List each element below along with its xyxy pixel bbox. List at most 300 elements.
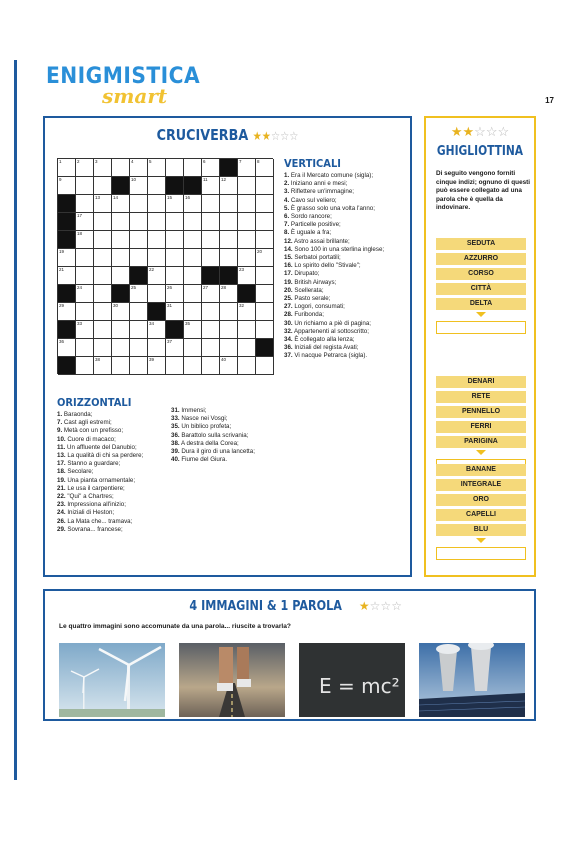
grid-cell[interactable] xyxy=(238,213,256,231)
grid-cell[interactable] xyxy=(130,177,148,195)
clue-item xyxy=(284,221,409,229)
grid-cell-black xyxy=(58,231,76,249)
grid-cell[interactable] xyxy=(148,285,166,303)
clue-text: Sovrana... francese; xyxy=(65,525,123,533)
grid-cell-black xyxy=(202,267,220,285)
clue-number: 8. xyxy=(284,229,290,237)
clue-number: 35. xyxy=(171,423,180,431)
grid-cell[interactable] xyxy=(76,285,94,303)
clue-item xyxy=(57,518,169,526)
grid-cell[interactable] xyxy=(148,339,166,357)
grid-cell[interactable] xyxy=(202,303,220,321)
clue-text: Lo spirito dello "Stivale"; xyxy=(292,262,361,270)
arrow-down-icon xyxy=(476,538,486,543)
grid-cell-number: 3 xyxy=(95,159,98,164)
grid-cell-black xyxy=(166,321,184,339)
grid-cell-number: 39 xyxy=(149,357,155,362)
clue-item xyxy=(284,320,409,328)
clue-item xyxy=(284,172,409,180)
grid-cell[interactable] xyxy=(166,195,184,213)
grid-cell-number: 19 xyxy=(59,249,65,254)
grid-cell[interactable] xyxy=(202,231,220,249)
star-empty-icon: ☆☆☆ xyxy=(474,124,510,139)
grid-cell[interactable] xyxy=(58,177,76,195)
grid-cell[interactable] xyxy=(220,231,238,249)
clue-text: Logori, consumati; xyxy=(292,303,345,311)
grid-cell[interactable] xyxy=(220,285,238,303)
grid-cell[interactable] xyxy=(94,267,112,285)
grid-cell-number: 18 xyxy=(77,231,83,236)
grid-cell[interactable] xyxy=(94,249,112,267)
grid-cell-black xyxy=(58,195,76,213)
star-filled-icon: ★★ xyxy=(252,129,271,143)
clue-number: 19. xyxy=(57,476,66,484)
clue-number: 18. xyxy=(57,468,66,476)
grid-cell[interactable] xyxy=(130,303,148,321)
clue-word: CITTÀ xyxy=(436,283,526,295)
grid-cell-black xyxy=(220,159,238,177)
grid-cell[interactable] xyxy=(112,195,130,213)
clue-text: Dura il giro di una lancetta; xyxy=(179,448,255,456)
grid-cell-number: 40 xyxy=(221,357,227,362)
four-images-title-text: 4 IMMAGINI & 1 PAROLA xyxy=(189,599,342,614)
grid-cell[interactable] xyxy=(184,231,202,249)
grid-cell[interactable] xyxy=(166,213,184,231)
grid-cell[interactable] xyxy=(94,303,112,321)
grid-cell-number: 35 xyxy=(185,321,191,326)
grid-cell[interactable] xyxy=(58,249,76,267)
grid-cell[interactable] xyxy=(76,339,94,357)
grid-cell[interactable] xyxy=(76,195,94,213)
clue-text: È grasso solo una volta l'anno; xyxy=(289,204,375,212)
grid-cell-number: 20 xyxy=(257,249,263,254)
clue-number: 25. xyxy=(284,295,293,303)
grid-cell[interactable] xyxy=(256,177,274,195)
grid-cell[interactable] xyxy=(94,357,112,375)
grid-cell-number: 1 xyxy=(59,159,62,164)
grid-cell[interactable] xyxy=(220,249,238,267)
clue-text: "Qui" a Chartres; xyxy=(65,493,114,501)
grid-cell[interactable] xyxy=(94,177,112,195)
grid-cell-black xyxy=(220,267,238,285)
clue-text: Scellerata; xyxy=(292,286,324,294)
grid-cell[interactable] xyxy=(184,195,202,213)
clue-text: Iniziali di Heston; xyxy=(65,509,115,517)
grid-cell[interactable] xyxy=(166,285,184,303)
grid-cell[interactable] xyxy=(202,213,220,231)
grid-cell[interactable] xyxy=(184,357,202,375)
grid-cell-black xyxy=(256,339,274,357)
clue-item xyxy=(57,526,169,534)
grid-cell[interactable] xyxy=(58,303,76,321)
grid-cell[interactable] xyxy=(76,213,94,231)
grid-cell[interactable] xyxy=(76,357,94,375)
grid-cell[interactable] xyxy=(94,213,112,231)
grid-cell[interactable] xyxy=(238,339,256,357)
clue-item xyxy=(57,419,169,427)
clue-number: 20. xyxy=(284,286,293,294)
clue-number: 39. xyxy=(171,448,180,456)
grid-cell[interactable] xyxy=(238,357,256,375)
grid-cell[interactable] xyxy=(130,159,148,177)
clue-number: 32. xyxy=(284,327,293,335)
grid-cell[interactable] xyxy=(58,339,76,357)
grid-cell-number: 9 xyxy=(59,177,62,182)
grid-cell[interactable] xyxy=(202,285,220,303)
clues-verticali xyxy=(284,157,409,361)
clue-text: Iniziano anni e mesi; xyxy=(289,180,348,188)
grid-cell-number: 6 xyxy=(203,159,206,164)
grid-cell[interactable] xyxy=(202,159,220,177)
clue-text: La qualità di chi sa perdere; xyxy=(65,452,144,460)
grid-cell[interactable] xyxy=(256,267,274,285)
grid-cell[interactable] xyxy=(94,159,112,177)
grid-cell[interactable] xyxy=(76,303,94,321)
clue-text: Un biblico profeta; xyxy=(179,423,232,431)
clue-text: Una pianta ornamentale; xyxy=(65,476,136,484)
grid-cell-number: 14 xyxy=(113,195,119,200)
clue-word: BLU xyxy=(436,524,526,536)
clue-number: 7. xyxy=(284,221,290,229)
grid-cell[interactable] xyxy=(220,321,238,339)
grid-cell[interactable] xyxy=(166,339,184,357)
clue-text: British Airways; xyxy=(292,278,337,286)
grid-cell[interactable] xyxy=(184,303,202,321)
grid-cell[interactable] xyxy=(256,357,274,375)
orizzontali-list-2 xyxy=(171,407,283,464)
grid-cell[interactable] xyxy=(238,267,256,285)
clue-number: 26. xyxy=(57,517,66,525)
grid-cell[interactable] xyxy=(58,159,76,177)
grid-cell[interactable] xyxy=(166,249,184,267)
grid-cell[interactable] xyxy=(148,159,166,177)
clue-text: Metà con un prefisso; xyxy=(62,427,124,435)
grid-cell[interactable] xyxy=(130,285,148,303)
clue-word: BANANE xyxy=(436,464,526,476)
grid-cell[interactable] xyxy=(148,267,166,285)
grid-cell[interactable] xyxy=(76,321,94,339)
page-number: 17 xyxy=(545,96,554,105)
grid-cell[interactable] xyxy=(94,339,112,357)
clue-number: 6. xyxy=(284,213,290,221)
grid-cell[interactable] xyxy=(184,267,202,285)
grid-cell[interactable] xyxy=(238,321,256,339)
grid-cell[interactable] xyxy=(112,321,130,339)
grid-cell[interactable] xyxy=(148,249,166,267)
clues-orizzontali xyxy=(57,396,169,534)
clue-number: 4. xyxy=(284,196,290,204)
grid-cell[interactable] xyxy=(256,213,274,231)
grid-cell[interactable] xyxy=(76,267,94,285)
grid-cell[interactable] xyxy=(202,357,220,375)
clue-text: Barattolo sulla scrivania; xyxy=(179,431,249,439)
grid-cell[interactable] xyxy=(94,195,112,213)
clue-number: 22. xyxy=(57,493,66,501)
clue-number: 27. xyxy=(284,303,293,311)
clue-number: 3. xyxy=(284,188,290,196)
grid-cell[interactable] xyxy=(184,321,202,339)
grid-cell-black xyxy=(184,177,202,195)
clue-item xyxy=(57,460,169,468)
grid-cell[interactable] xyxy=(148,213,166,231)
clue-item xyxy=(57,444,169,452)
grid-cell-number: 36 xyxy=(59,339,65,344)
grid-cell[interactable] xyxy=(112,213,130,231)
grid-cell-number: 10 xyxy=(131,177,137,182)
grid-cell[interactable] xyxy=(112,303,130,321)
clue-item xyxy=(171,440,283,448)
four-images-box xyxy=(43,589,536,721)
grid-cell-number: 13 xyxy=(95,195,101,200)
grid-cell[interactable] xyxy=(256,249,274,267)
clue-item xyxy=(171,456,283,464)
grid-cell[interactable] xyxy=(148,321,166,339)
grid-cell-black xyxy=(130,267,148,285)
grid-cell-number: 4 xyxy=(131,159,134,164)
clue-item xyxy=(171,432,283,440)
grid-cell-number: 30 xyxy=(113,303,119,308)
grid-cell[interactable] xyxy=(184,339,202,357)
grid-cell[interactable] xyxy=(130,321,148,339)
clue-number: 19. xyxy=(284,278,293,286)
clue-item xyxy=(284,262,409,270)
clue-number: 14. xyxy=(284,245,293,253)
clue-number: 2. xyxy=(284,180,290,188)
arrow-down-icon xyxy=(476,450,486,455)
grid-cell-number: 17 xyxy=(77,213,83,218)
clue-text: È collegato alla lenza; xyxy=(292,336,355,344)
grid-cell-number: 22 xyxy=(149,267,155,272)
clue-number: 23. xyxy=(57,501,66,509)
grid-cell[interactable] xyxy=(112,339,130,357)
crossword-grid xyxy=(57,158,273,374)
grid-cell[interactable] xyxy=(220,357,238,375)
clue-number: 40. xyxy=(171,456,180,464)
photo-wind-turbine xyxy=(59,643,165,717)
grid-cell[interactable] xyxy=(166,159,184,177)
grid-cell[interactable] xyxy=(166,231,184,249)
grid-cell-number: 23 xyxy=(239,267,245,272)
grid-cell-black xyxy=(58,321,76,339)
clue-text: Vi nacque Petrarca (sigla). xyxy=(292,352,368,360)
orizzontali-list-1 xyxy=(57,411,169,534)
grid-cell-number: 29 xyxy=(59,303,65,308)
grid-cell[interactable] xyxy=(184,213,202,231)
clue-item xyxy=(284,180,409,188)
clue-text: Baraonda; xyxy=(62,411,93,418)
grid-cell[interactable] xyxy=(256,303,274,321)
grid-cell[interactable] xyxy=(184,249,202,267)
clue-item xyxy=(284,336,409,344)
answer-field[interactable] xyxy=(436,321,526,334)
clue-number: 21. xyxy=(57,484,66,492)
clue-text: Particelle positive; xyxy=(289,221,341,229)
grid-cell[interactable] xyxy=(166,303,184,321)
grid-cell-black xyxy=(58,357,76,375)
grid-cell[interactable] xyxy=(202,339,220,357)
grid-cell[interactable] xyxy=(202,249,220,267)
clue-item xyxy=(57,436,169,444)
difficulty-stars xyxy=(253,129,299,143)
page-accent-bar xyxy=(14,60,17,780)
grid-cell[interactable] xyxy=(94,285,112,303)
clue-number: 9. xyxy=(57,427,63,435)
ghigliottina-box xyxy=(424,116,536,577)
grid-cell[interactable] xyxy=(130,195,148,213)
grid-cell[interactable] xyxy=(112,159,130,177)
grid-cell[interactable] xyxy=(148,357,166,375)
clue-word: CAPELLI xyxy=(436,509,526,521)
grid-cell[interactable] xyxy=(238,231,256,249)
clue-text: Fiume del Giura. xyxy=(179,456,228,464)
grid-cell[interactable] xyxy=(166,357,184,375)
grid-cell[interactable] xyxy=(220,303,238,321)
grid-cell[interactable] xyxy=(166,267,184,285)
grid-cell[interactable] xyxy=(130,249,148,267)
clue-number: 24. xyxy=(57,509,66,517)
clue-item xyxy=(284,246,409,254)
grid-cell-number: 24 xyxy=(77,285,83,290)
grid-cell-number: 8 xyxy=(257,159,260,164)
clue-number: 1. xyxy=(57,411,63,418)
grid-cell-number: 12 xyxy=(221,177,227,182)
crossword-title-text: CRUCIVERBA xyxy=(156,126,249,144)
ghigliottina-title: GHIGLIOTTINA xyxy=(436,144,524,159)
clue-word: AZZURRO xyxy=(436,253,526,265)
grid-cell[interactable] xyxy=(256,195,274,213)
grid-cell-number: 25 xyxy=(131,285,137,290)
clue-item xyxy=(284,254,409,262)
grid-cell[interactable] xyxy=(238,177,256,195)
grid-cell[interactable] xyxy=(184,285,202,303)
clue-number: 33. xyxy=(171,415,180,423)
grid-cell[interactable] xyxy=(130,231,148,249)
photo-runner xyxy=(179,643,285,717)
clue-number: 28. xyxy=(284,311,293,319)
grid-cell[interactable] xyxy=(238,303,256,321)
grid-cell[interactable] xyxy=(94,231,112,249)
clue-text: Iniziali del regista Avati; xyxy=(292,344,359,352)
clue-number: 30. xyxy=(284,319,293,327)
clue-text: Sordo rancore; xyxy=(289,213,332,221)
clue-text: La Mata che... tramava; xyxy=(65,517,133,525)
grid-cell[interactable] xyxy=(130,339,148,357)
clue-item xyxy=(284,238,409,246)
verticali-heading: VERTICALI xyxy=(284,157,341,170)
ghigliottina-intro: Di seguito vengono forniti cinque indizi; ognuno di questi può essere collegato ad una parola che è quella da indovinare. xyxy=(436,170,531,212)
clue-word: CORSO xyxy=(436,268,526,280)
grid-cell[interactable] xyxy=(76,177,94,195)
clue-item xyxy=(171,423,283,431)
photo-power-plant xyxy=(419,643,525,717)
grid-cell[interactable] xyxy=(220,339,238,357)
clue-item xyxy=(284,197,409,205)
clue-word: FERRI xyxy=(436,421,526,433)
clue-item xyxy=(57,468,169,476)
grid-cell[interactable] xyxy=(202,321,220,339)
grid-cell[interactable] xyxy=(256,285,274,303)
clue-item xyxy=(57,493,169,501)
grid-cell[interactable] xyxy=(112,357,130,375)
grid-cell-black xyxy=(112,285,130,303)
clue-text: Dirupato; xyxy=(292,270,320,278)
grid-cell[interactable] xyxy=(76,249,94,267)
clue-number: 11. xyxy=(57,443,66,451)
grid-cell[interactable] xyxy=(76,159,94,177)
grid-cell-number: 32 xyxy=(239,303,245,308)
grid-cell[interactable] xyxy=(256,231,274,249)
grid-cell-number: 38 xyxy=(95,357,101,362)
difficulty-stars xyxy=(359,599,402,613)
clue-text: Impressiona all'inizio; xyxy=(65,501,126,509)
verticali-list xyxy=(284,172,409,361)
clue-item xyxy=(171,448,283,456)
grid-cell[interactable] xyxy=(112,267,130,285)
clue-item xyxy=(284,270,409,278)
clue-item xyxy=(284,279,409,287)
grid-cell[interactable] xyxy=(148,177,166,195)
grid-cell[interactable] xyxy=(256,159,274,177)
clue-number: 17. xyxy=(57,460,66,468)
grid-cell-number: 16 xyxy=(185,195,191,200)
grid-cell-number: 34 xyxy=(149,321,155,326)
arrow-down-icon xyxy=(476,312,486,317)
grid-cell[interactable] xyxy=(112,231,130,249)
grid-cell[interactable] xyxy=(220,195,238,213)
clue-word: SEDUTA xyxy=(436,238,526,250)
grid-cell[interactable] xyxy=(130,213,148,231)
crossword-title xyxy=(72,126,382,144)
grid-cell[interactable] xyxy=(130,357,148,375)
clue-word: PARIGINA xyxy=(436,436,526,448)
clue-item xyxy=(57,427,169,435)
grid-cell[interactable] xyxy=(112,249,130,267)
clue-number: 13. xyxy=(57,452,66,460)
grid-cell[interactable] xyxy=(148,231,166,249)
grid-cell[interactable] xyxy=(238,249,256,267)
grid-cell[interactable] xyxy=(148,195,166,213)
clue-number: 29. xyxy=(57,525,66,533)
clue-text: A destra della Corea; xyxy=(179,439,239,447)
clue-text: Cuore di macaco; xyxy=(65,435,116,443)
clue-word: ORO xyxy=(436,494,526,506)
clue-word: DENARI xyxy=(436,376,526,388)
grid-cell[interactable] xyxy=(58,267,76,285)
grid-cell[interactable] xyxy=(256,321,274,339)
grid-cell[interactable] xyxy=(94,321,112,339)
clue-item xyxy=(171,415,283,423)
clue-number: 1. xyxy=(284,172,290,179)
grid-cell[interactable] xyxy=(202,177,220,195)
star-filled-icon: ★ xyxy=(358,599,370,613)
grid-cell[interactable] xyxy=(238,195,256,213)
clue-number: 17. xyxy=(284,270,293,278)
clue-item xyxy=(284,295,409,303)
clue-text: Furibonda; xyxy=(292,311,324,319)
clue-text: Secolare; xyxy=(65,468,94,476)
grid-cell[interactable] xyxy=(238,159,256,177)
grid-cell-black xyxy=(112,177,130,195)
grid-cell[interactable] xyxy=(184,159,202,177)
clue-word: DELTA xyxy=(436,298,526,310)
grid-cell[interactable] xyxy=(220,177,238,195)
clue-text: Serbatoi portatili; xyxy=(292,254,341,262)
clue-number: 38. xyxy=(171,439,180,447)
answer-field[interactable] xyxy=(436,547,526,560)
grid-cell[interactable] xyxy=(202,195,220,213)
grid-cell[interactable] xyxy=(220,213,238,231)
grid-cell[interactable] xyxy=(76,231,94,249)
